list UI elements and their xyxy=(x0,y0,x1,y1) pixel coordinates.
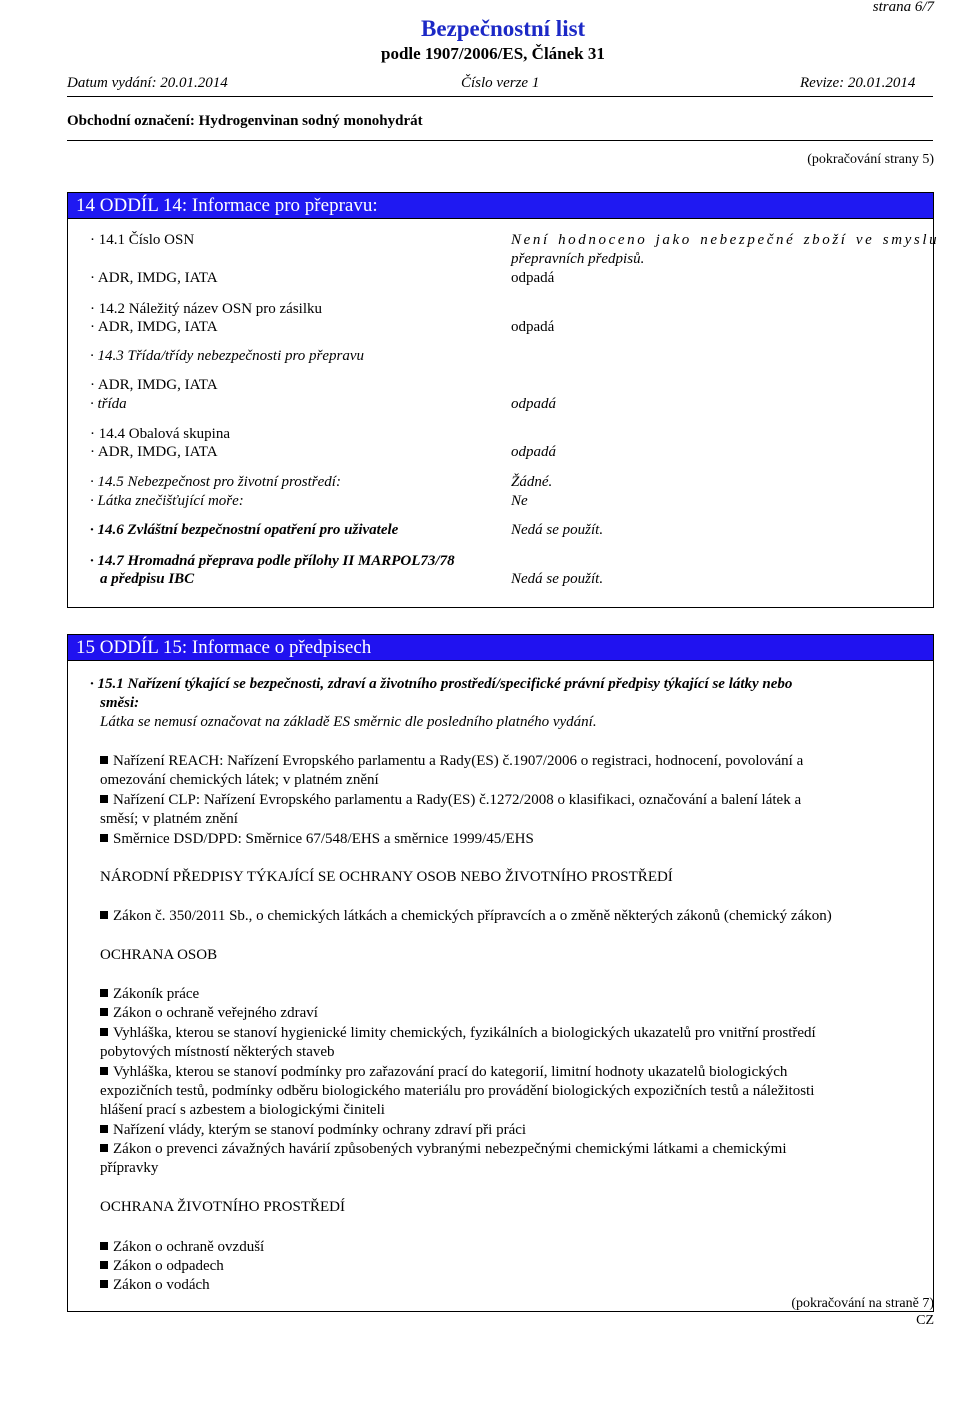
national-regulations-heading: NÁRODNÍ PŘEDPISY TÝKAJÍCÍ SE OCHRANY OSOB NEBO ŽIVOTNÍHO PROSTŘEDÍ xyxy=(100,869,673,885)
air-protection-item xyxy=(100,1238,935,1257)
clp-text: Nařízení CLP: Nařízení Evropského parlamentu a Rady(ES) č.1272/2008 o klasifikaci, označování a balení látek a xyxy=(100,792,801,808)
waste-act-item xyxy=(100,1257,935,1276)
clp-item xyxy=(100,791,935,810)
hygiene-limits-item xyxy=(100,1024,935,1043)
dsd-text: Směrnice DSD/DPD: Směrnice 67/548/EHS a směrnice 1999/45/EHS xyxy=(100,831,534,847)
transport-modes-label: · ADR, IMDG, IATA xyxy=(90,270,218,286)
hygiene-limits-text: Vyhláška, kterou se stanoví hygienické limity chemických, fyzikálních a biologických ukazatelů pro vnitřní prostředí xyxy=(100,1025,816,1041)
section-14-heading: 14 ODDÍL 14: Informace pro přepravu: xyxy=(67,192,934,219)
water-act-text: Zákon o vodách xyxy=(100,1277,210,1293)
water-act-item xyxy=(100,1276,935,1295)
hygiene-limits-item-cont: pobytových místností některých staveb xyxy=(100,1044,335,1060)
continued-from-note: (pokračování strany 5) xyxy=(807,152,934,167)
air-protection-text: Zákon o ochraně ovzduší xyxy=(100,1239,264,1255)
accident-prevention-item xyxy=(100,1140,935,1159)
packing-group-label: · 14.4 Obalová skupina xyxy=(90,426,230,442)
language-code: CZ xyxy=(916,1313,934,1328)
public-health-item xyxy=(100,1004,935,1023)
work-categories-item-cont: expozičních testů, podmínky odběru biologického materiálu pro provádění biologických expozičních testů a náležitosti xyxy=(100,1083,815,1099)
work-categories-text: Vyhláška, kterou se stanoví podmínky pro zařazování prací do kategorií, limitní hodnoty ukazatelů biologických xyxy=(100,1064,787,1080)
page-number: strana 6/7 xyxy=(872,0,934,15)
document-title: Bezpečnostní list xyxy=(421,16,586,41)
bulk-transport-value: Nedá se použít. xyxy=(511,571,604,587)
marine-pollutant-label: · Látka znečišťující moře: xyxy=(90,493,244,509)
continued-to-note: (pokračování na straně 7) xyxy=(791,1296,934,1311)
revision-date: Revize: 20.01.2014 xyxy=(800,75,916,91)
transport-modes-value: odpadá xyxy=(511,270,555,286)
user-precautions-value: Nedá se použít. xyxy=(511,522,604,538)
labour-code-item xyxy=(100,985,935,1004)
un-number-label: · 14.1 Číslo OSN xyxy=(90,232,195,248)
shipping-name-label: · 14.2 Náležitý název OSN pro zásilku xyxy=(90,301,323,317)
un-number-value: Není hodnoceno jako nebezpečné zboží ve smyslu xyxy=(511,232,940,248)
un-number-value-cont: přepravních předpisů. xyxy=(511,251,645,267)
hazard-class-label: · 14.3 Třída/třídy nebezpečnosti pro přepravu xyxy=(90,348,365,364)
user-precautions-label: · 14.6 Zvláštní bezpečnostní opatření pro uživatele xyxy=(90,522,399,538)
regulation-15-1-text: Látka se nemusí označovat na základě ES směrnic dle posledního platného vydání. xyxy=(100,714,597,730)
shipping-name-value: odpadá xyxy=(511,319,555,335)
persons-protection-heading: OCHRANA OSOB xyxy=(100,947,218,963)
hazard-class-modes-label: · ADR, IMDG, IATA xyxy=(90,377,218,393)
accident-prevention-text: Zákon o prevenci závažných havárií způsobených vybranými nebezpečnými chemickými látkami a chemickými xyxy=(100,1141,787,1157)
dsd-item xyxy=(100,830,935,849)
bulk-transport-label-cont: a předpisu IBC xyxy=(100,571,195,587)
class-value: odpadá xyxy=(511,396,556,412)
chemical-act-text: Zákon č. 350/2011 Sb., o chemických látkách a chemických přípravcích a o změně některých zákonů (chemický zákon) xyxy=(100,908,832,924)
packing-group-value: odpadá xyxy=(511,444,556,460)
class-label: · třída xyxy=(90,396,127,412)
environment-hazard-label: · 14.5 Nebezpečnost pro životní prostředí: xyxy=(90,474,341,490)
issue-date: Datum vydání: 20.01.2014 xyxy=(67,75,228,91)
environment-protection-heading: OCHRANA ŽIVOTNÍHO PROSTŘEDÍ xyxy=(100,1199,346,1215)
marine-pollutant-value: Ne xyxy=(511,493,528,509)
header-rule-top xyxy=(67,96,933,97)
shipping-name-modes-label: · ADR, IMDG, IATA xyxy=(90,319,218,335)
document-subtitle: podle 1907/2006/ES, Článek 31 xyxy=(381,44,605,63)
waste-act-text: Zákon o odpadech xyxy=(100,1258,224,1274)
environment-hazard-value: Žádné. xyxy=(511,474,553,490)
accident-prevention-item-cont: přípravky xyxy=(100,1160,159,1176)
reach-item-cont: omezování chemických látek; v platném znění xyxy=(100,772,379,788)
govt-regulation-text: Nařízení vlády, kterým se stanoví podmínky ochrany zdraví při práci xyxy=(100,1122,526,1138)
chemical-act-item xyxy=(100,907,935,926)
regulation-15-1-heading: · 15.1 Nařízení týkající se bezpečnosti, zdraví a životního prostředí/specifické právní předpisy týkající se látky nebo xyxy=(90,676,793,692)
bulk-transport-label: · 14.7 Hromadná přeprava podle přílohy II MARPOL73/78 xyxy=(90,553,455,569)
labour-code-text: Zákoník práce xyxy=(100,986,199,1002)
work-categories-item-cont2: hlášení prací s azbestem a biologickými činiteli xyxy=(100,1102,385,1118)
packing-group-modes-label: · ADR, IMDG, IATA xyxy=(90,444,218,460)
clp-item-cont: směsí; v platném znění xyxy=(100,811,238,827)
header-rule-bottom xyxy=(67,140,933,141)
trade-name: Obchodní označení: Hydrogenvinan sodný monohydrát xyxy=(67,113,423,129)
reach-item xyxy=(100,752,935,771)
work-categories-item xyxy=(100,1063,935,1082)
section-15-heading: 15 ODDÍL 15: Informace o předpisech xyxy=(67,634,934,661)
govt-regulation-item xyxy=(100,1121,935,1140)
reach-text: Nařízení REACH: Nařízení Evropského parlamentu a Rady(ES) č.1907/2006 o registraci, hodnocení, povolování a xyxy=(100,753,803,769)
public-health-text: Zákon o ochraně veřejného zdraví xyxy=(100,1005,318,1021)
version-number: Číslo verze 1 xyxy=(461,75,540,91)
regulation-15-1-heading-cont: směsi: xyxy=(100,695,140,711)
